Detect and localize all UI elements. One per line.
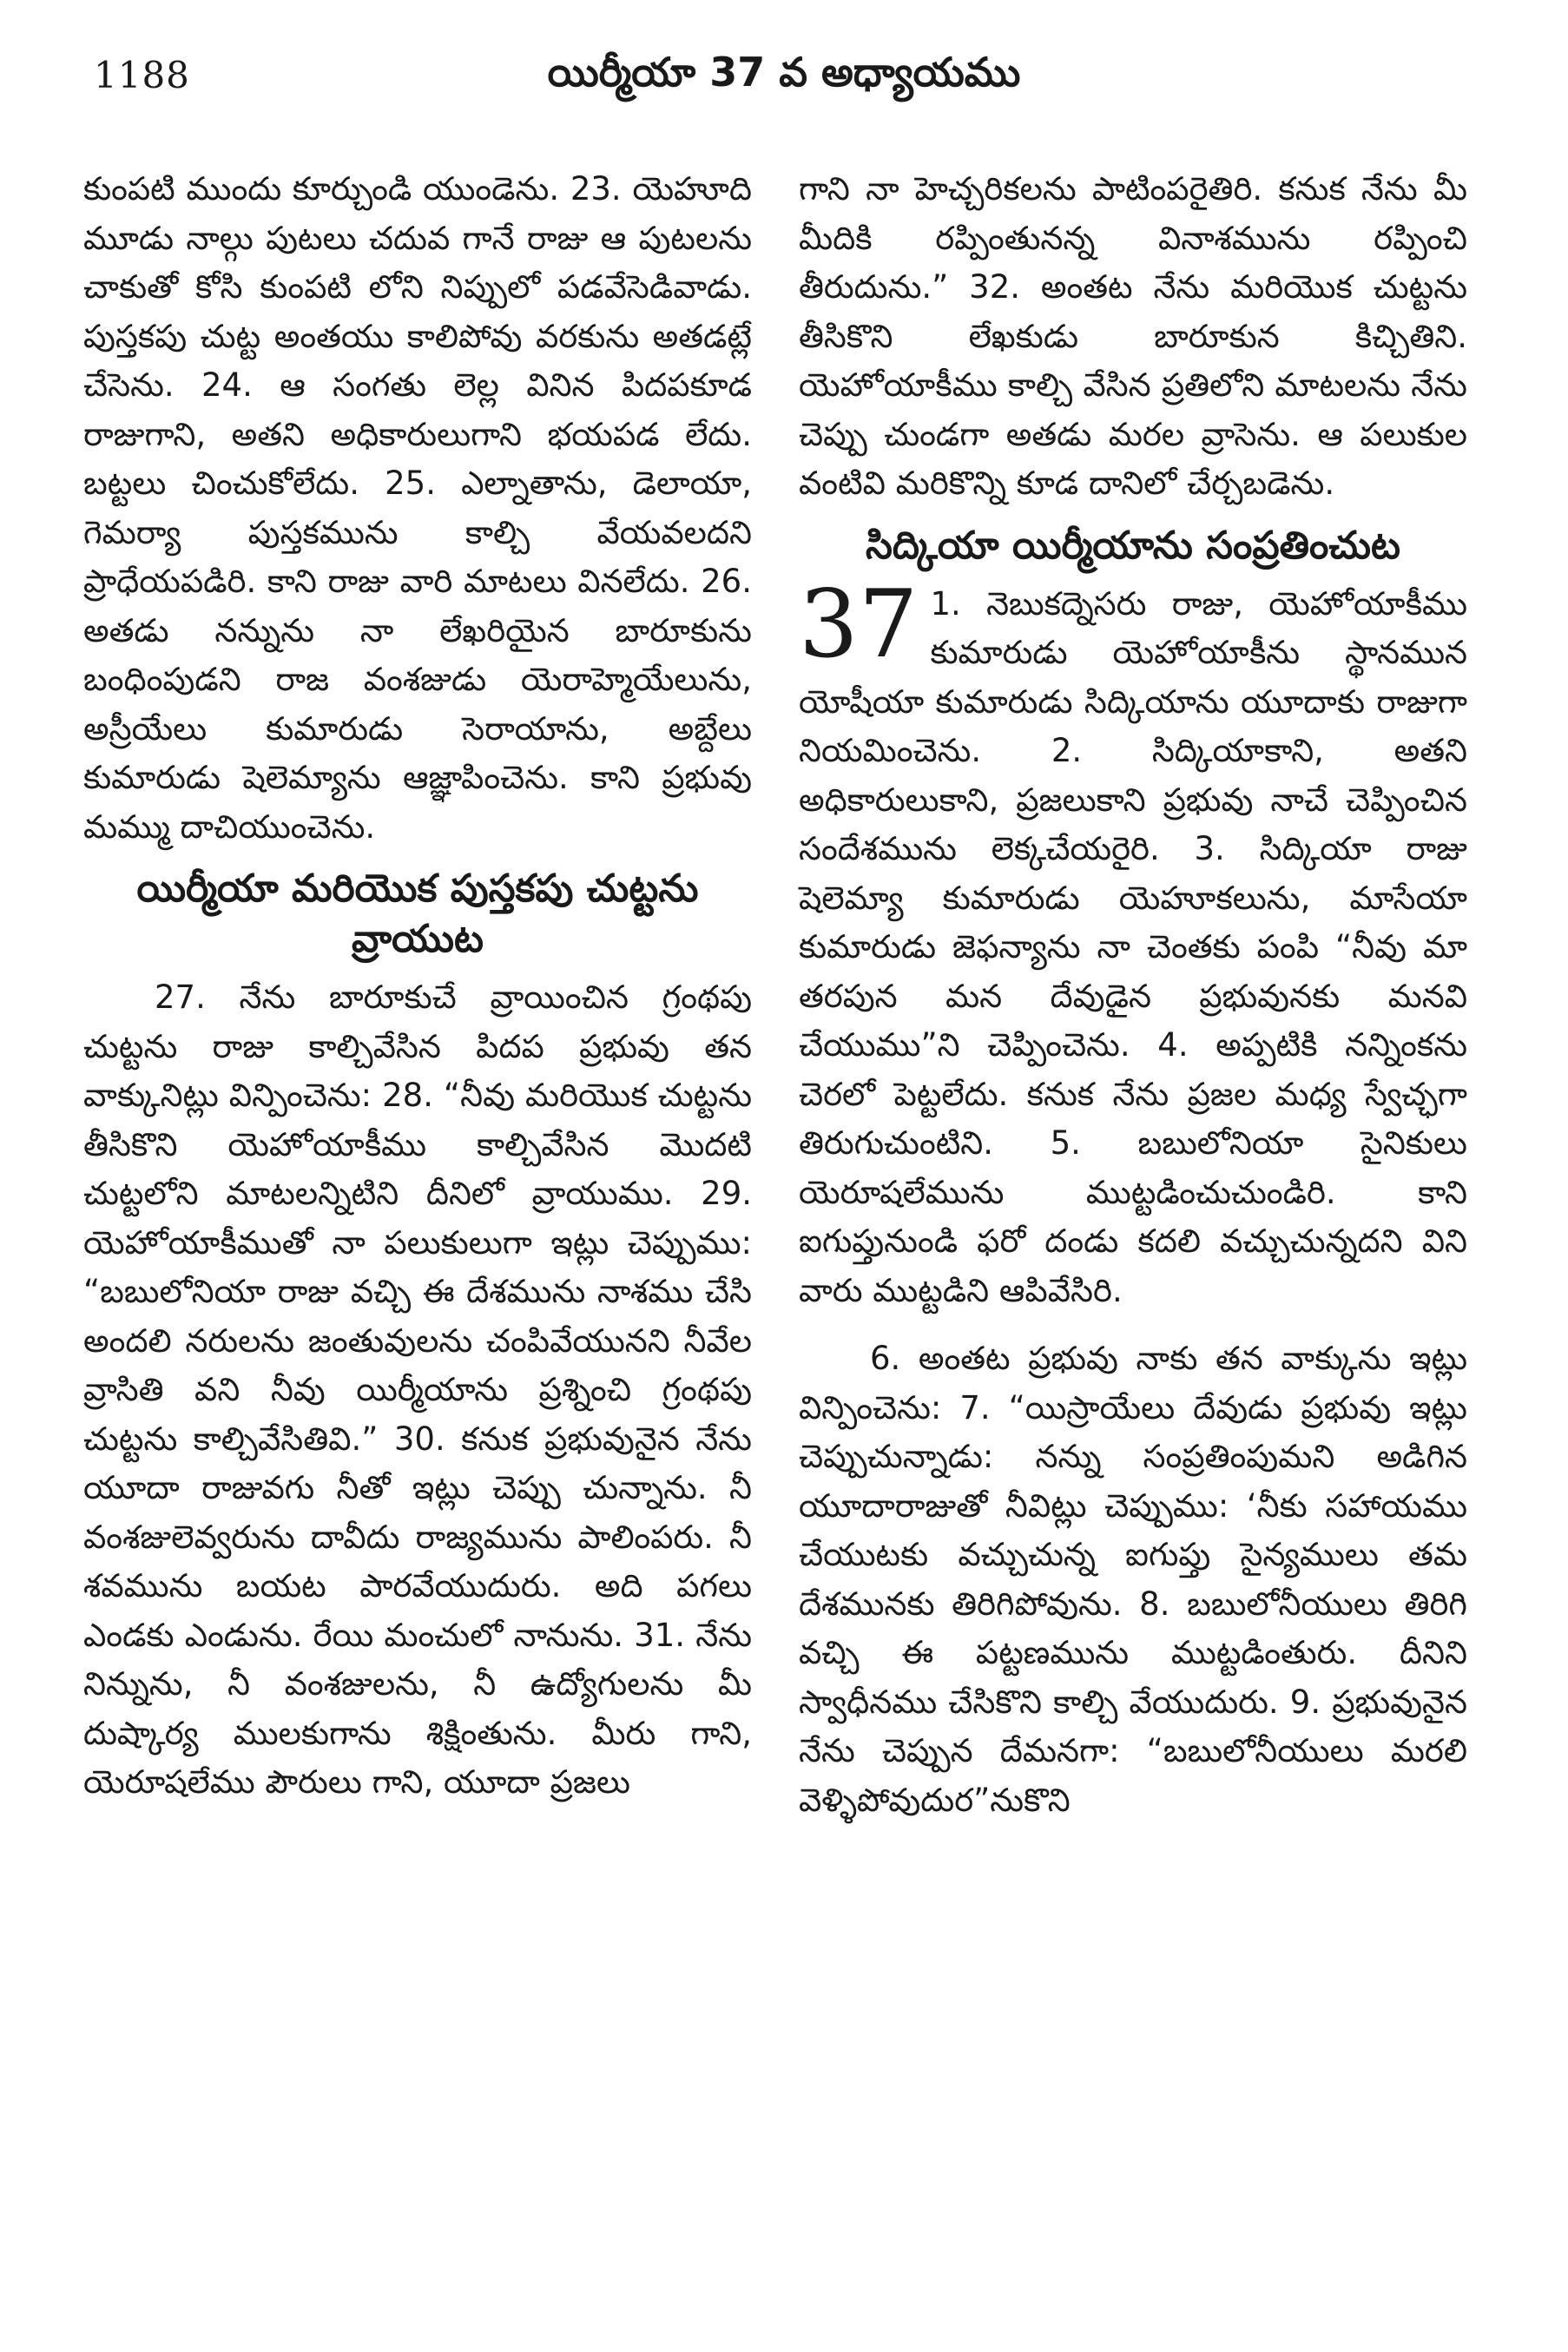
right-paragraph-2: 1. నెబుకద్నెసరు రాజు, యెహోయాకీము కుమారుడు యెహోయాకీను స్థానమున యోషీయా కుమారుడు సిద్కియాను యూదాకు రాజుగా నియమించెను. 2. సిద్కియాకాని, అతని అధికారులుకాని, ప్రజలుకాని ప్రభువు నాచే చెప్పించిన సందేశమును లెక్కచేయరైరి. 3. సిద్కియా రాజు షెలెమ్యా కుమారుడు యెహూకలును, మాసేయా కుమారుడు జెఫన్యాను నా చెంతకు పంపి “నీవు మా తరపున మన దేవుడైన ప్రభువునకు మనవి చేయుము”ని చెప్పించెను. 4. అప్పటికి నన్నింకను చెరలో పెట్టలేదు. కనుక నేను ప్రజల మధ్య స్వేచ్ఛగా తిరుగుచుంటిని. 5. బబులోనియా సైనికులు యెరూషలేమును ముట్టడించుచుండిరి. కాని ఐగుప్తునుండి ఫరో దండు కదలి వచ్చుచున్నదని విని వారు ముట్టడిని ఆపివేసిరి. [799, 584, 1467, 1309]
right-column [799, 165, 1467, 1825]
section-heading-right: సిద్కియా యిర్మీయాను సంప్రతించుట [866, 523, 1400, 568]
right-paragraph-1: గాని నా హెచ్చరికలను పాటింపరైతిరి. కనుక నేను మీ మీదికి రప్పింతునన్న వినాశమును రప్పించి తీరుదును.” 32. అంతట నేను మరియొక చుట్టను తీసికొని లేఖకుడు బారూకున కిచ్చితిని. యెహోయాకీము కాల్చి వేసిన ప్రతిలోని మాటలను నేను చెప్పు చుండగా అతడు మరల వ్రాసెను. ఆ పలుకుల వంటివి మరికొన్ని కూడ దానిలో చేర్చబడెను. [799, 170, 1467, 502]
left-paragraph-1: కుంపటి ముందు కూర్చుండి యుండెను. 23. యెహూది మూడు నాల్గు పుటలు చదువ గానే రాజు ఆ పుటలను చాకుతో కోసి కుంపటి లోని నిప్పులో పడవేసెడివాడు. పుస్తకపు చుట్ట అంతయు కాలిపోవు వరకును అతడట్లే చేసెను. 24. ఆ సంగతు లెల్ల వినిన పిదపకూడ రాజుగాని, అతని అధికారులుగాని భయపడ లేదు. బట్టలు చించుకోలేదు. 25. ఎల్నాతాను, డెలాయా, గెమర్యా పుస్తకమును కాల్చి వేయవలదని ప్రాధేయపడిరి. కాని రాజు వారి మాటలు వినలేదు. 26. అతడు నన్నును నా లేఖరియైన బారూకును బంధింపుడని రాజ వంశజుడు యెరాహ్మెయేలును, అస్రీయేలు కుమారుడు సెరాయాను, అబ్దేలు కుమారుడు షెలెమ్యాను ఆజ్ఞాపించెను. కాని ప్రభువు మమ్ము దాచియుంచెను. [83, 170, 752, 846]
chapter-number: 37 [799, 570, 919, 679]
left-paragraph-2: 27. నేను బారూకుచే వ్రాయించిన గ్రంథపు చుట్టను రాజు కాల్చివేసిన పిదప ప్రభువు తన వాక్కునిట్లు విన్పించెను: 28. “నీవు మరియొక చుట్టను తీసికొని యెహోయాకీము కాల్చివేసిన మొదటి చుట్టలోని మాటలన్నిటిని దీనిలో వ్రాయుము. 29. యెహోయాకీముతో నా పలుకులుగా ఇట్లు చెప్పుము: “బబులోనియా రాజు వచ్చి ఈ దేశమును నాశము చేసి అందలి నరులను జంతువులను చంపివేయునని నీవేల వ్రాసితి వని నీవు యిర్మీయాను ప్రశ్నించి గ్రంథపు చుట్టను కాల్చివేసితివి.” 30. కనుక ప్రభువునైన నేను యూదా రాజువగు నీతో ఇట్లు చెప్పు చున్నాను. నీ వంశజులెవ్వరును దావీదు రాజ్యమును పాలింపరు. నీ శవమును బయట పారవేయుదురు. అది పగలు ఎండకు ఎండును. రేయి మంచులో నానును. 31. నేను నిన్నును, నీ వంశజులను, నీ ఉద్యోగులను మీ దుష్కార్య ములకుగాను శిక్షింతును. మీరు గాని, యెరూషలేము పౌరులు గాని, యూదా ప్రజలు [83, 978, 752, 1801]
right-paragraph-3: 6. అంతట ప్రభువు నాకు తన వాక్కును ఇట్లు విన్పించెను: 7. “యిస్రాయేలు దేవుడు ప్రభువు ఇట్లు చెప్పుచున్నాడు: నన్ను సంప్రతింపుమని అడిగిన యూదారాజుతో నీవిట్లు చెప్పుము: ‘నీకు సహాయము చేయుటకు వచ్చుచున్న ఐగుప్తు సైన్యములు తమ దేశమునకు తిరిగిపోవును. 8. బబులోనీయులు తిరిగి వచ్చి ఈ పట్టణమును ముట్టడింతురు. దీనిని స్వాధీనము చేసికొని కాల్చి వేయుదురు. 9. ప్రభువునైన నేను చెప్పున దేమనగా: “బబులోనీయులు మరలి వెళ్ళిపోవుదుర”నుకొని [799, 1340, 1467, 1819]
running-title: యిర్మీయా 37 వ అధ్యాయము [547, 49, 1021, 96]
page-number: 1188 [94, 54, 190, 96]
section-heading-left: యిర్మీయా మరియొక పుస్తకపు చుట్టను వ్రాయుట [136, 866, 699, 961]
left-column [83, 165, 752, 1808]
chapter-block [799, 570, 1467, 1316]
